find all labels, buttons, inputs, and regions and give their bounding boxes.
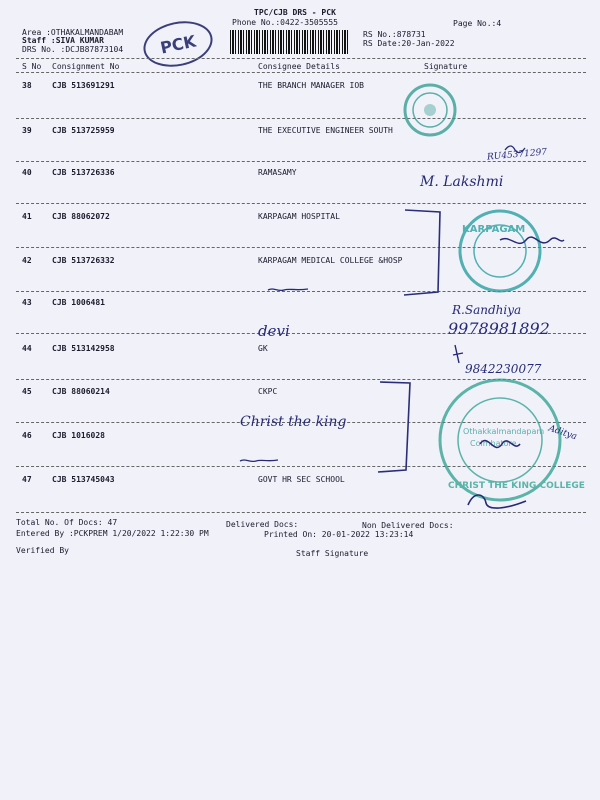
row-sno: 39 <box>22 126 32 135</box>
entered-by: Entered By :PCKPREM 1/20/2022 1:22:30 PM <box>16 529 209 538</box>
printed-on: Printed On: 20-01-2022 13:23:14 <box>264 530 414 539</box>
row-sno: 42 <box>22 256 32 265</box>
handwritten-name: M. Lakshmi <box>420 174 504 190</box>
handwritten-name: Aditya <box>547 423 579 443</box>
non-delivered-docs: Non Delivered Docs: <box>362 521 454 530</box>
row-consignee: RAMASAMY <box>258 168 297 177</box>
phone-number: Phone No.:0422-3505555 <box>232 18 338 27</box>
col-consignee: Consignee Details <box>258 62 340 71</box>
area-label: Area :OTHAKALMANDABAM <box>22 28 124 37</box>
row-sno: 47 <box>22 475 32 484</box>
rs-date: RS Date:20-Jan-2022 <box>363 39 455 48</box>
row-consignment: CJB 513691291 <box>52 81 115 90</box>
row-consignment: CJB 1016028 <box>52 431 105 440</box>
row-consignment: CJB 513726336 <box>52 168 115 177</box>
stamp-place-text: Othakkalmandapam <box>463 427 545 436</box>
row-sno: 43 <box>22 298 32 307</box>
karpagam-stamp <box>460 211 540 291</box>
delivered-docs: Delivered Docs: <box>226 520 299 529</box>
handwritten-phone: 9978981892 <box>448 319 550 338</box>
signature-scribble <box>240 460 278 461</box>
row-consignment: CJB 513142958 <box>52 344 115 353</box>
stamp-karpagam-text: KARPAGAM <box>462 224 526 235</box>
office-stamp <box>405 85 455 135</box>
signature-scribble <box>500 237 564 243</box>
stamp-college-text: CHRIST THE KING COLLEGE <box>448 481 585 491</box>
col-signature: Signature <box>424 62 468 71</box>
row-sno: 41 <box>22 212 32 221</box>
row-consignment: CJB 1006481 <box>52 298 105 307</box>
pck-stamp: PCK <box>139 15 217 73</box>
verified-by: Verified By <box>16 546 69 555</box>
row-consignment: CJB 513745043 <box>52 475 115 484</box>
col-sno: S No <box>22 62 42 71</box>
row-consignee: KARPAGAM MEDICAL COLLEGE &HOSP <box>258 256 403 265</box>
row-sno: 45 <box>22 387 32 396</box>
row-sno: 40 <box>22 168 32 177</box>
row-consignee: GK <box>258 344 268 353</box>
row-consignment: CJB 88060214 <box>52 387 110 396</box>
row-consignee: THE BRANCH MANAGER IOB <box>258 81 364 90</box>
signature-scribble <box>268 289 308 290</box>
row-consignee: GOVT HR SEC SCHOOL <box>258 475 345 484</box>
handwritten-name: devi <box>258 322 290 340</box>
row-consignee: THE EXECUTIVE ENGINEER SOUTH <box>258 126 393 135</box>
stamp-city-text: Coimbatore <box>470 439 517 448</box>
row-sno: 38 <box>22 81 32 90</box>
row-consignee: KARPAGAM HOSPITAL <box>258 212 340 221</box>
row-sno: 46 <box>22 431 32 440</box>
row-sno: 44 <box>22 344 32 353</box>
handwritten-name: R.Sandhiya <box>452 303 522 317</box>
staff-label: Staff :SIVA KUMAR <box>22 36 104 45</box>
row-consignment: CJB 513725959 <box>52 126 115 135</box>
page-number: Page No.:4 <box>453 19 502 28</box>
row-consignment: CJB 513726332 <box>52 256 115 265</box>
total-docs: Total No. Of Docs: 47 <box>16 518 118 527</box>
handwritten-code: RU45371297 <box>486 147 548 163</box>
row-consignment: CJB 88062072 <box>52 212 110 221</box>
christ-college-stamp <box>440 380 585 500</box>
bracket-mark <box>378 382 410 472</box>
rs-number: RS No.:878731 <box>363 30 426 39</box>
signature-scribble <box>453 345 463 363</box>
handwritten-name: Christ the king <box>240 414 347 430</box>
bracket-mark <box>404 210 440 295</box>
handwritten-phone: 9842230077 <box>465 362 542 376</box>
row-consignee: CKPC <box>258 387 278 396</box>
col-consignment: Consignment No <box>52 62 120 71</box>
document-title: TPC/CJB DRS - PCK <box>254 8 336 17</box>
staff-signature: Staff Signature <box>296 549 369 558</box>
drs-number: DRS No. :DCJB87873104 <box>22 45 124 54</box>
